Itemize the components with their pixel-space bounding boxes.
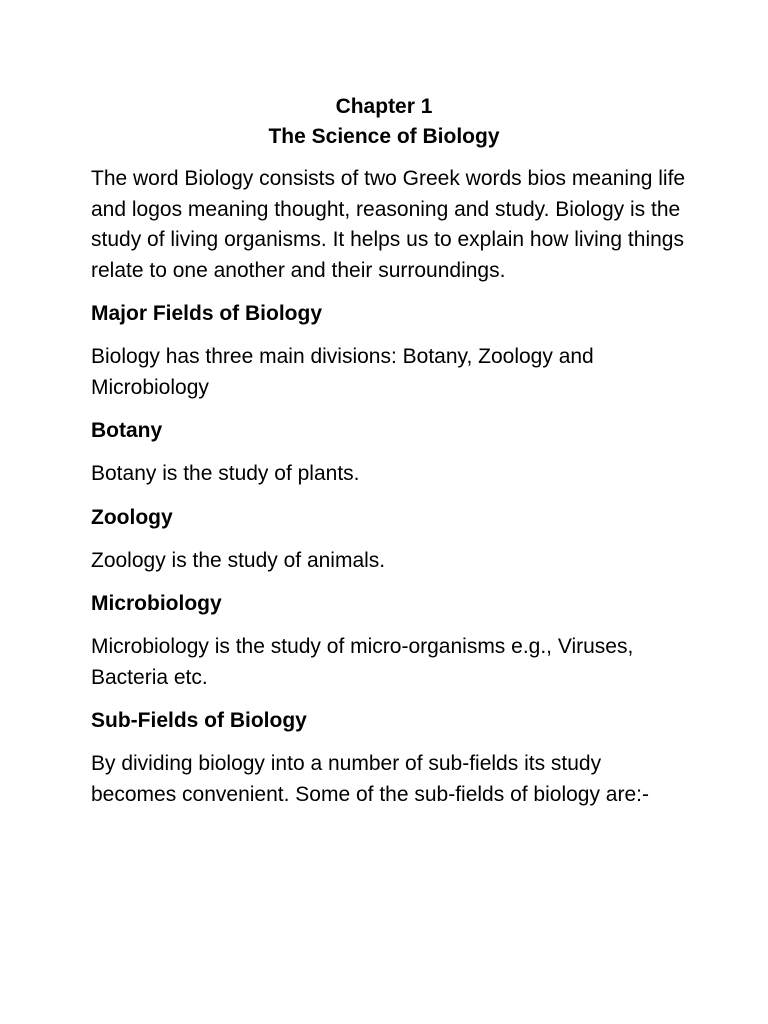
subfields-heading: Sub-Fields of Biology bbox=[91, 709, 307, 732]
subfields-paragraph: By dividing biology into a number of sub-fields its study becomes convenient. Some of the sub-fields of biology are:- bbox=[91, 752, 649, 806]
document-page bbox=[91, 92, 691, 810]
microbiology-paragraph: Microbiology is the study of micro-organisms e.g., Viruses, Bacteria etc. bbox=[91, 635, 634, 689]
major-fields-paragraph: Biology has three main divisions: Botany, Zoology and Microbiology bbox=[91, 345, 594, 399]
major-fields-heading: Major Fields of Biology bbox=[91, 302, 323, 325]
zoology-heading: Zoology bbox=[91, 505, 173, 529]
chapter-heading bbox=[91, 92, 691, 152]
chapter-title: The Science of Biology bbox=[268, 125, 500, 148]
intro-paragraph: The word Biology consists of two Greek words bios meaning life and logos meaning thought, reasoning and study. Biology is the study of living organisms. It helps us to explain how living things relate to one another and their surroundings. bbox=[91, 167, 686, 282]
botany-paragraph: Botany is the study of plants. bbox=[91, 462, 360, 485]
chapter-number: Chapter 1 bbox=[335, 95, 433, 118]
microbiology-heading: Microbiology bbox=[91, 592, 222, 615]
zoology-paragraph: Zoology is the study of animals. bbox=[91, 548, 386, 572]
botany-heading: Botany bbox=[91, 419, 163, 442]
